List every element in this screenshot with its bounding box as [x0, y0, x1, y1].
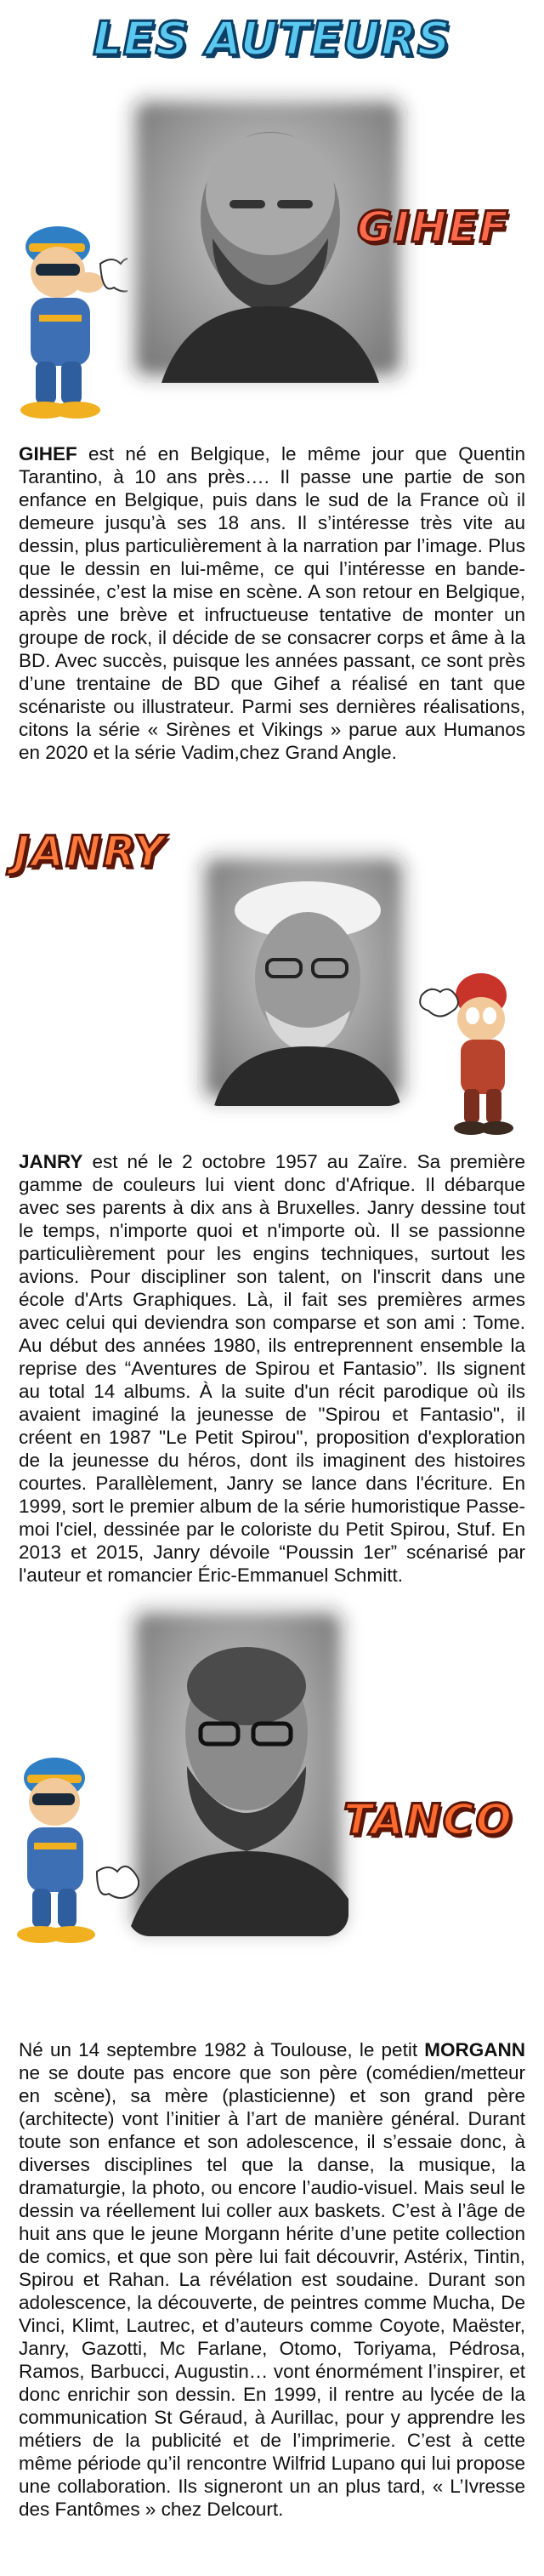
author-name: MORGANN	[424, 2039, 525, 2060]
bio-text: est né le 2 octobre 1957 au Zaïre. Sa première gamme de couleurs lui vient donc d'Afrique. Il débarque avec ses parents à dix ans à Bruxelles. Janry dessine tout le temps, n'importe quoi et n'importe où. Il se passionne particulièrement pour les engins techniques, surtout les avions. Pour discipliner son talent, on l'inscrit dans une école d'Arts Graphiques. Là, il fait ses premières armes avec celui qui deviendra son comparse et son ami : Tome. Au début des années 1980, ils entreprennent ensemble la reprise des “Aventures de Spirou et Fantasio”. Ils signent au total 14 albums. À la suite d'un récit parodique où ils avaient imaginé la jeunesse de "Spirou et Fantasio", il créent en 1987 "Le Petit Spirou", proposition d'exploration de la jeunesse du héros, dont ils imaginent des histoires courtes. Parallèlement, Janry se lance dans l'écriture. En 1999, sort le premier album de la série humoristique Passe-moi l'ciel, dessinée par le coloriste du Petit Spirou, Stuf. En 2013 et 2015, Janry dévoile “Poussin 1er” scénarisé par l'auteur et romancier Éric-Emmanuel Schmitt.	[19, 1151, 525, 1586]
character-illustration	[3, 1752, 139, 1948]
author-bio-gihef	[19, 442, 525, 815]
bio-text: ne se doute pas encore que son père (comédien/metteur en scène), sa mère (plasticienne) et son grand père (architecte) vont l’initier à l’art de manière général. Durant toute son enfance et son adolescence, il s’essaie donc, à diverses disciplines tel que la danse, la musique, la dramaturgie, la photo, ou encore l’audio-visuel. Mais seul le dessin va réellement lui coller aux baskets. C’est à l’âge de huit ans que le jeune Morgann hérite d’une petite collection de comics, et que son père lui fait découvrir, Astérix, Tintin, Spirou et Rahan. La révélation est soudaine. Durant son adolescence, la découverte, de peintres comme Mucha, De Vinci, Klimt, Lautrec, et d’auteurs comme Coyote, Maëster, Janry, Gazotti, Mc Farlane, Otomo, Toriyama, Pédrosa, Ramos, Barbucci, Augustin… vont énormément l’inspirer, et donc enrichir son dessin. En 1999, il rentre au lycée de la communication St Géraud, à Aurillac, pour y apprendre les métiers de la publicité et de l’imprimerie. C’est à cette même période qu’il rencontre Wilfrid Lupano qui lui propose une collaboration. Ils signeront un an plus tard, « L’Ivresse des Fantômes » chez Delcourt.	[19, 2062, 525, 2520]
author-name-tag: GIHEF	[357, 202, 510, 252]
author-bio-tanco	[19, 2038, 525, 2566]
author-section-janry	[0, 817, 544, 1148]
author-name-tag: JANRY	[14, 827, 167, 876]
author-section-tanco	[0, 1599, 544, 1965]
author-name-tag: TANCO	[343, 1795, 513, 1844]
bio-text: est né en Belgique, le même jour que Quentin Tarantino, à 10 ans près…. Il passe une partie de son enfance en Belgique, puis dans le sud de la France où il demeure jusqu’à ses 18 ans. Il s’intéresse très vite au dessin, plus particulièrement à la narration par l’image. Plus que le dessin en lui-même, ce qui l’intéresse en bande-dessinée, c’est la mise en scène. A son retour en Belgique, après une brève et infructueuse tentative de monter un groupe de rock, il décide de se consacrer corps et âme à la BD. Avec succès, puisque les années passant, ce sont près d’une trentaine de BD que Gihef a réalisé en tant que scénariste ou illustrateur. Parmi ses dernières réalisations, citons la série « Sirènes et Vikings » parue aux Humanos en 2020 et la série Vadim,chez Grand Angle.	[19, 443, 525, 763]
author-name: GIHEF	[19, 443, 77, 464]
character-illustration	[413, 961, 532, 1140]
author-bio-janry	[19, 1150, 525, 1586]
author-section-gihef	[0, 94, 544, 434]
author-photo	[197, 851, 410, 1106]
author-name: JANRY	[19, 1151, 83, 1172]
page-title: LES AUTEURS	[93, 12, 451, 66]
author-photo	[128, 1604, 348, 1936]
bio-text: Né un 14 septembre 1982 à Toulouse, le petit	[19, 2039, 425, 2060]
